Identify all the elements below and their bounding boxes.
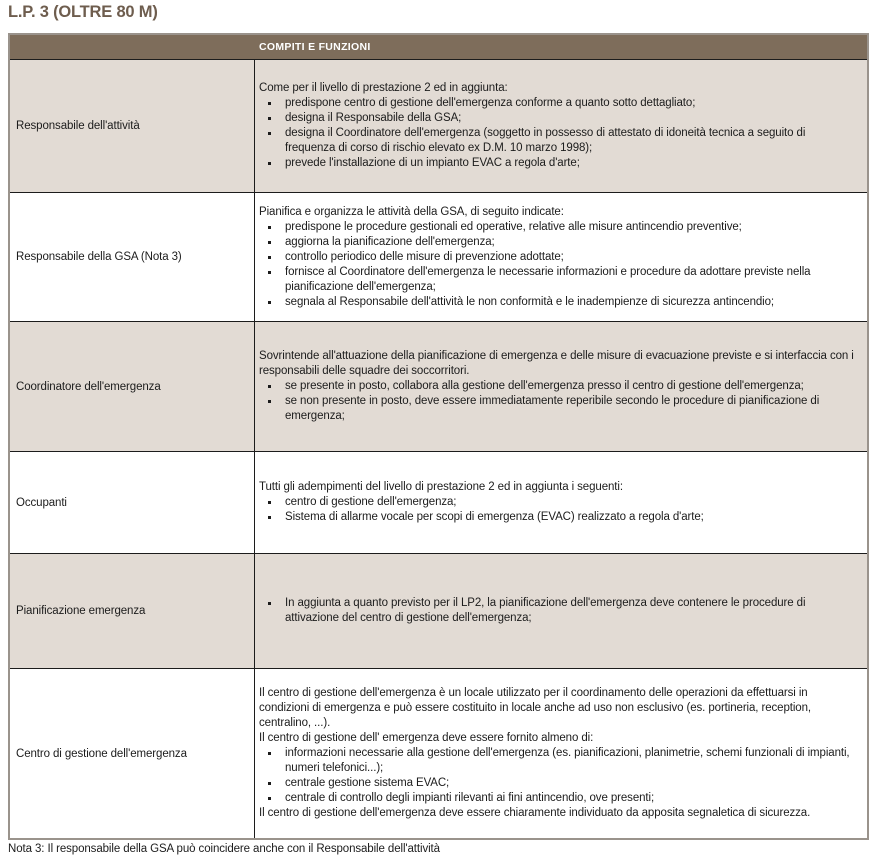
table-body xyxy=(10,60,867,838)
bullet-item: designa il Coordinatore dell'emergenza (soggetto in possesso di attestato di idoneità tecnica a seguito di frequenza di corso di rischio elevato ex D.M. 10 marzo 1998); xyxy=(259,126,857,156)
page-title: L.P. 3 (OLTRE 80 M) xyxy=(8,3,158,21)
bullet-item: segnala al Responsabile dell'attività le non conformità e le inadempienze di sicurezza antincendio; xyxy=(259,295,857,310)
table-header-row xyxy=(10,35,867,60)
table-row xyxy=(10,60,867,193)
table-header-empty-cell xyxy=(10,35,255,59)
row-content xyxy=(255,193,867,321)
content-paragraph: Come per il livello di prestazione 2 ed in aggiunta: xyxy=(259,82,508,94)
content-paragraph: Sovrintende all'attuazione della pianificazione di emergenza e delle misure di evacuazione previste e si interfaccia con i responsabili delle squadre dei soccorritori. xyxy=(259,350,854,377)
bullet-item: designa il Responsabile della GSA; xyxy=(259,111,857,126)
bullet-item: In aggiunta a quanto previsto per il LP2, la pianificazione dell'emergenza deve contenere le procedure di attivazione del centro di gestione dell'emergenza; xyxy=(259,596,857,626)
bullet-item: se non presente in posto, deve essere immediatamente reperibile secondo le procedure di pianificazione di emergenza; xyxy=(259,394,857,424)
footnote: Nota 3: Il responsabile della GSA può coincidere anche con il Responsabile dell'attività xyxy=(8,843,440,855)
bullet-item: Sistema di allarme vocale per scopi di emergenza (EVAC) realizzato a regola d'arte; xyxy=(259,510,857,525)
table-row xyxy=(10,669,867,838)
row-content xyxy=(255,322,867,451)
bullet-item: centrale di controllo degli impianti rilevanti ai fini antincendio, ove presenti; xyxy=(259,791,857,806)
bullet-list xyxy=(259,220,857,310)
row-label: Responsabile della GSA (Nota 3) xyxy=(10,193,255,321)
bullet-item: predispone centro di gestione dell'emergenza conforme a quanto sotto dettagliato; xyxy=(259,96,857,111)
bullet-item: se presente in posto, collabora alla gestione dell'emergenza presso il centro di gestione dell'emergenza; xyxy=(259,379,857,394)
bullet-item: centro di gestione dell'emergenza; xyxy=(259,495,857,510)
row-content xyxy=(255,554,867,668)
bullet-list xyxy=(259,379,857,424)
bullet-list xyxy=(259,746,857,806)
content-paragraph: Il centro di gestione dell'emergenza deve essere chiaramente individuato da apposita segnaletica di sicurezza. xyxy=(259,807,811,819)
row-label: Pianificazione emergenza xyxy=(10,554,255,668)
row-content xyxy=(255,60,867,192)
compiti-funzioni-table xyxy=(8,33,869,840)
bullet-list xyxy=(259,96,857,171)
content-paragraph: Pianifica e organizza le attività della GSA, di seguito indicate: xyxy=(259,205,564,218)
table-row xyxy=(10,554,867,669)
row-label: Centro di gestione dell'emergenza xyxy=(10,669,255,838)
table-row xyxy=(10,322,867,452)
row-content xyxy=(255,669,867,838)
bullet-item: aggiorna la pianificazione dell'emergenza; xyxy=(259,235,857,250)
bullet-item: informazioni necessarie alla gestione dell'emergenza (es. pianificazioni, planimetrie, schemi funzionali di impianti, numeri telefonici...); xyxy=(259,746,857,776)
content-paragraph: Tutti gli adempimenti del livello di prestazione 2 ed in aggiunta i seguenti: xyxy=(259,481,623,493)
row-content xyxy=(255,452,867,553)
bullet-item: fornisce al Coordinatore dell'emergenza le necessarie informazioni e procedure da adottare previste nella pianificazione dell'emergenza; xyxy=(259,265,857,295)
bullet-item: prevede l'installazione di un impianto EVAC a regola d'arte; xyxy=(259,156,857,171)
bullet-item: controllo periodico delle misure di prevenzione adottate; xyxy=(259,250,857,265)
row-label: Responsabile dell'attività xyxy=(10,60,255,192)
table-row xyxy=(10,193,867,322)
row-label: Coordinatore dell'emergenza xyxy=(10,322,255,451)
bullet-item: centrale gestione sistema EVAC; xyxy=(259,776,857,791)
table-header-title: COMPITI E FUNZIONI xyxy=(259,41,371,53)
bullet-list xyxy=(259,596,857,626)
bullet-item: predispone le procedure gestionali ed operative, relative alle misure antincendio preventive; xyxy=(259,220,857,235)
content-paragraph: Il centro di gestione dell' emergenza deve essere fornito almeno di: xyxy=(259,732,594,744)
content-paragraph: Il centro di gestione dell'emergenza è un locale utilizzato per il coordinamento delle operazioni da effettuarsi in condizioni di emergenza e può essere costituito in locale anche ad uso non esclusivo (es. portineria, reception, centralino, ...). xyxy=(259,687,811,729)
row-label: Occupanti xyxy=(10,452,255,553)
table-row xyxy=(10,452,867,554)
bullet-list xyxy=(259,495,857,525)
